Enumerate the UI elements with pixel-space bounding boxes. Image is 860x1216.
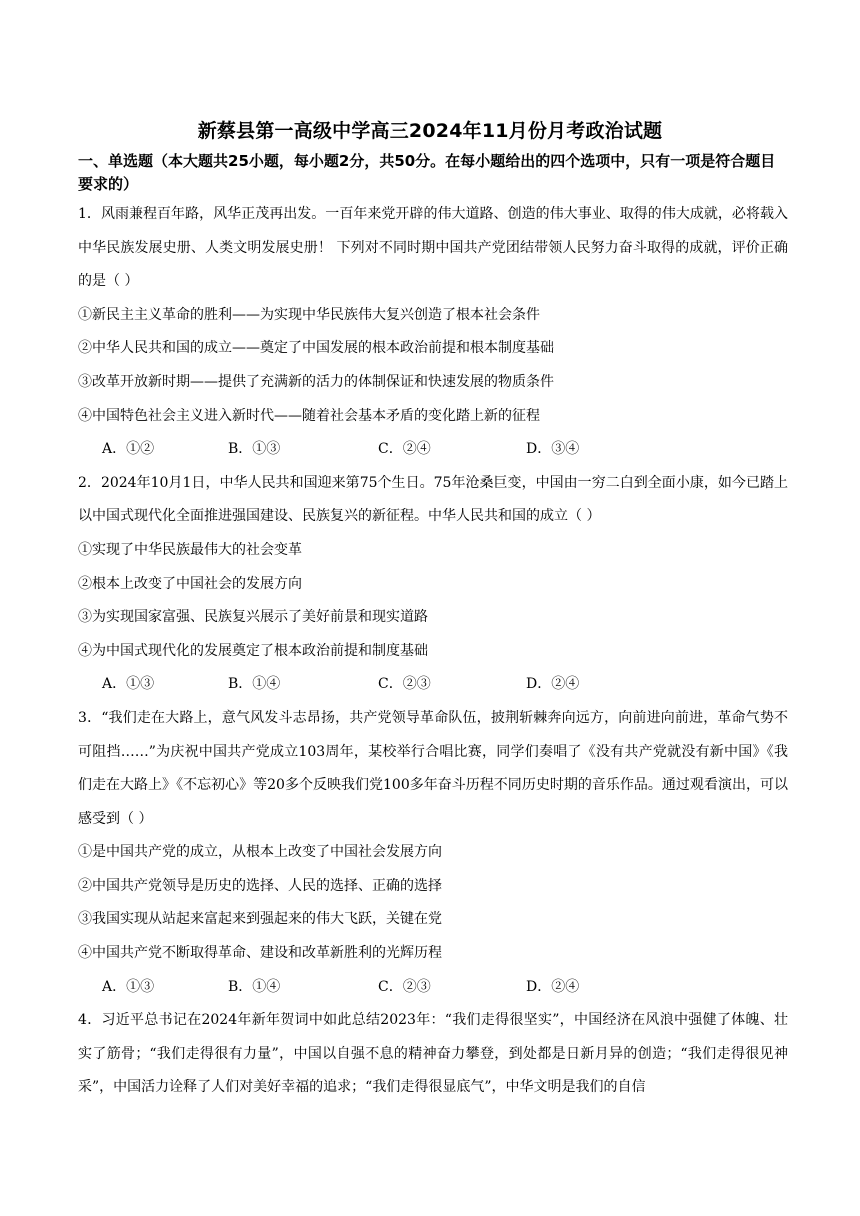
question-2 bbox=[78, 467, 788, 702]
question-stem: 1．风雨兼程百年路，风华正茂再出发。一百年来党开辟的伟大道路、创造的伟大事业、取得的伟大成就，必将载入中华民族发展史册、人类文明发展史册！ 下列对不同时期中国共产党团结带领人民努力奋斗取得的成就，评价正确的是（ ） bbox=[78, 206, 788, 290]
statement-option: ②中国共产党领导是历史的选择、人民的选择、正确的选择 bbox=[78, 877, 442, 894]
statement-option: ③改革开放新时期——提供了充满新的活力的体制保证和快速发展的物质条件 bbox=[78, 373, 554, 390]
choice-b: B．①④ bbox=[228, 978, 281, 995]
statement-option: ①是中国共产党的成立，从根本上改变了中国社会发展方向 bbox=[78, 844, 442, 861]
section-heading: 一、单选题（本大题共25小题，每小题2分，共50分。在每小题给出的四个选项中，只有一项是符合题目要求的） bbox=[78, 152, 776, 193]
question-stem: 3．“我们走在大路上，意气风发斗志昂扬，共产党领导革命队伍，披荆斩棘奔向远方，向前进向前进，革命气势不可阻挡……”为庆祝中国共产党成立103周年，某校举行合唱比赛，同学们奏唱了《没有共产党就没有新中国》《我们走在大路上》《不忘初心》等20多个反映我们党100多年奋斗历程不同历史时期的音乐作品。通过观看演出，可以感受到（ ） bbox=[78, 709, 788, 827]
choice-b: B．①③ bbox=[228, 441, 281, 458]
statement-option: ④中国共产党不断取得革命、建设和改革新胜利的光辉历程 bbox=[78, 945, 442, 962]
document-title: 新蔡县第一高级中学高三2024年11月份月考政治试题 bbox=[197, 120, 663, 142]
choice-a: A．①③ bbox=[102, 978, 155, 995]
choice-d: D．②④ bbox=[526, 676, 580, 693]
choice-c: C．②④ bbox=[378, 441, 431, 458]
answer-choices bbox=[78, 971, 788, 1005]
choice-c: C．②③ bbox=[378, 676, 431, 693]
choice-c: C．②③ bbox=[378, 978, 431, 995]
choice-a: A．①③ bbox=[102, 676, 155, 693]
choice-b: B．①④ bbox=[228, 676, 281, 693]
statement-option: ②中华人民共和国的成立——奠定了中国发展的根本政治前提和根本制度基础 bbox=[78, 340, 554, 357]
statement-option: ①实现了中华民族最伟大的社会变革 bbox=[78, 541, 302, 558]
statement-option: ③为实现国家富强、民族复兴展示了美好前景和现实道路 bbox=[78, 609, 428, 626]
choice-d: D．③④ bbox=[526, 441, 580, 458]
statement-option: ③我国实现从站起来富起来到强起来的伟大飞跃，关键在党 bbox=[78, 911, 442, 928]
statement-option: ④为中国式现代化的发展奠定了根本政治前提和制度基础 bbox=[78, 642, 428, 659]
choice-d: D．②④ bbox=[526, 978, 580, 995]
question-stem: 4．习近平总书记在2024年新年贺词中如此总结2023年：“我们走得很坚实”，中国经济在风浪中强健了体魄、壮实了筋骨；“我们走得很有力量”，中国以自强不息的精神奋力攀登，到处都是日新月异的创造；“我们走得很见神采”，中国活力诠释了人们对美好幸福的追求；“我们走得很显底气”，中华文明是我们的自信 bbox=[78, 1012, 788, 1096]
question-3 bbox=[78, 702, 788, 1004]
question-4 bbox=[78, 1004, 788, 1105]
question-list bbox=[78, 198, 788, 1105]
question-1 bbox=[78, 198, 788, 467]
statement-option: ②根本上改变了中国社会的发展方向 bbox=[78, 575, 302, 592]
statement-option: ④中国特色社会主义进入新时代——随着社会基本矛盾的变化踏上新的征程 bbox=[78, 407, 540, 424]
answer-choices bbox=[78, 668, 788, 702]
choice-a: A．①② bbox=[102, 441, 155, 458]
question-stem: 2．2024年10月1日，中华人民共和国迎来第75个生日。75年沧桑巨变，中国由一穷二白到全面小康，如今已踏上以中国式现代化全面推进强国建设、民族复兴的新征程。中华人民共和国的成立（ ） bbox=[78, 474, 788, 525]
statement-option: ①新民主主义革命的胜利——为实现中华民族伟大复兴创造了根本社会条件 bbox=[78, 306, 540, 323]
answer-choices bbox=[78, 433, 788, 467]
